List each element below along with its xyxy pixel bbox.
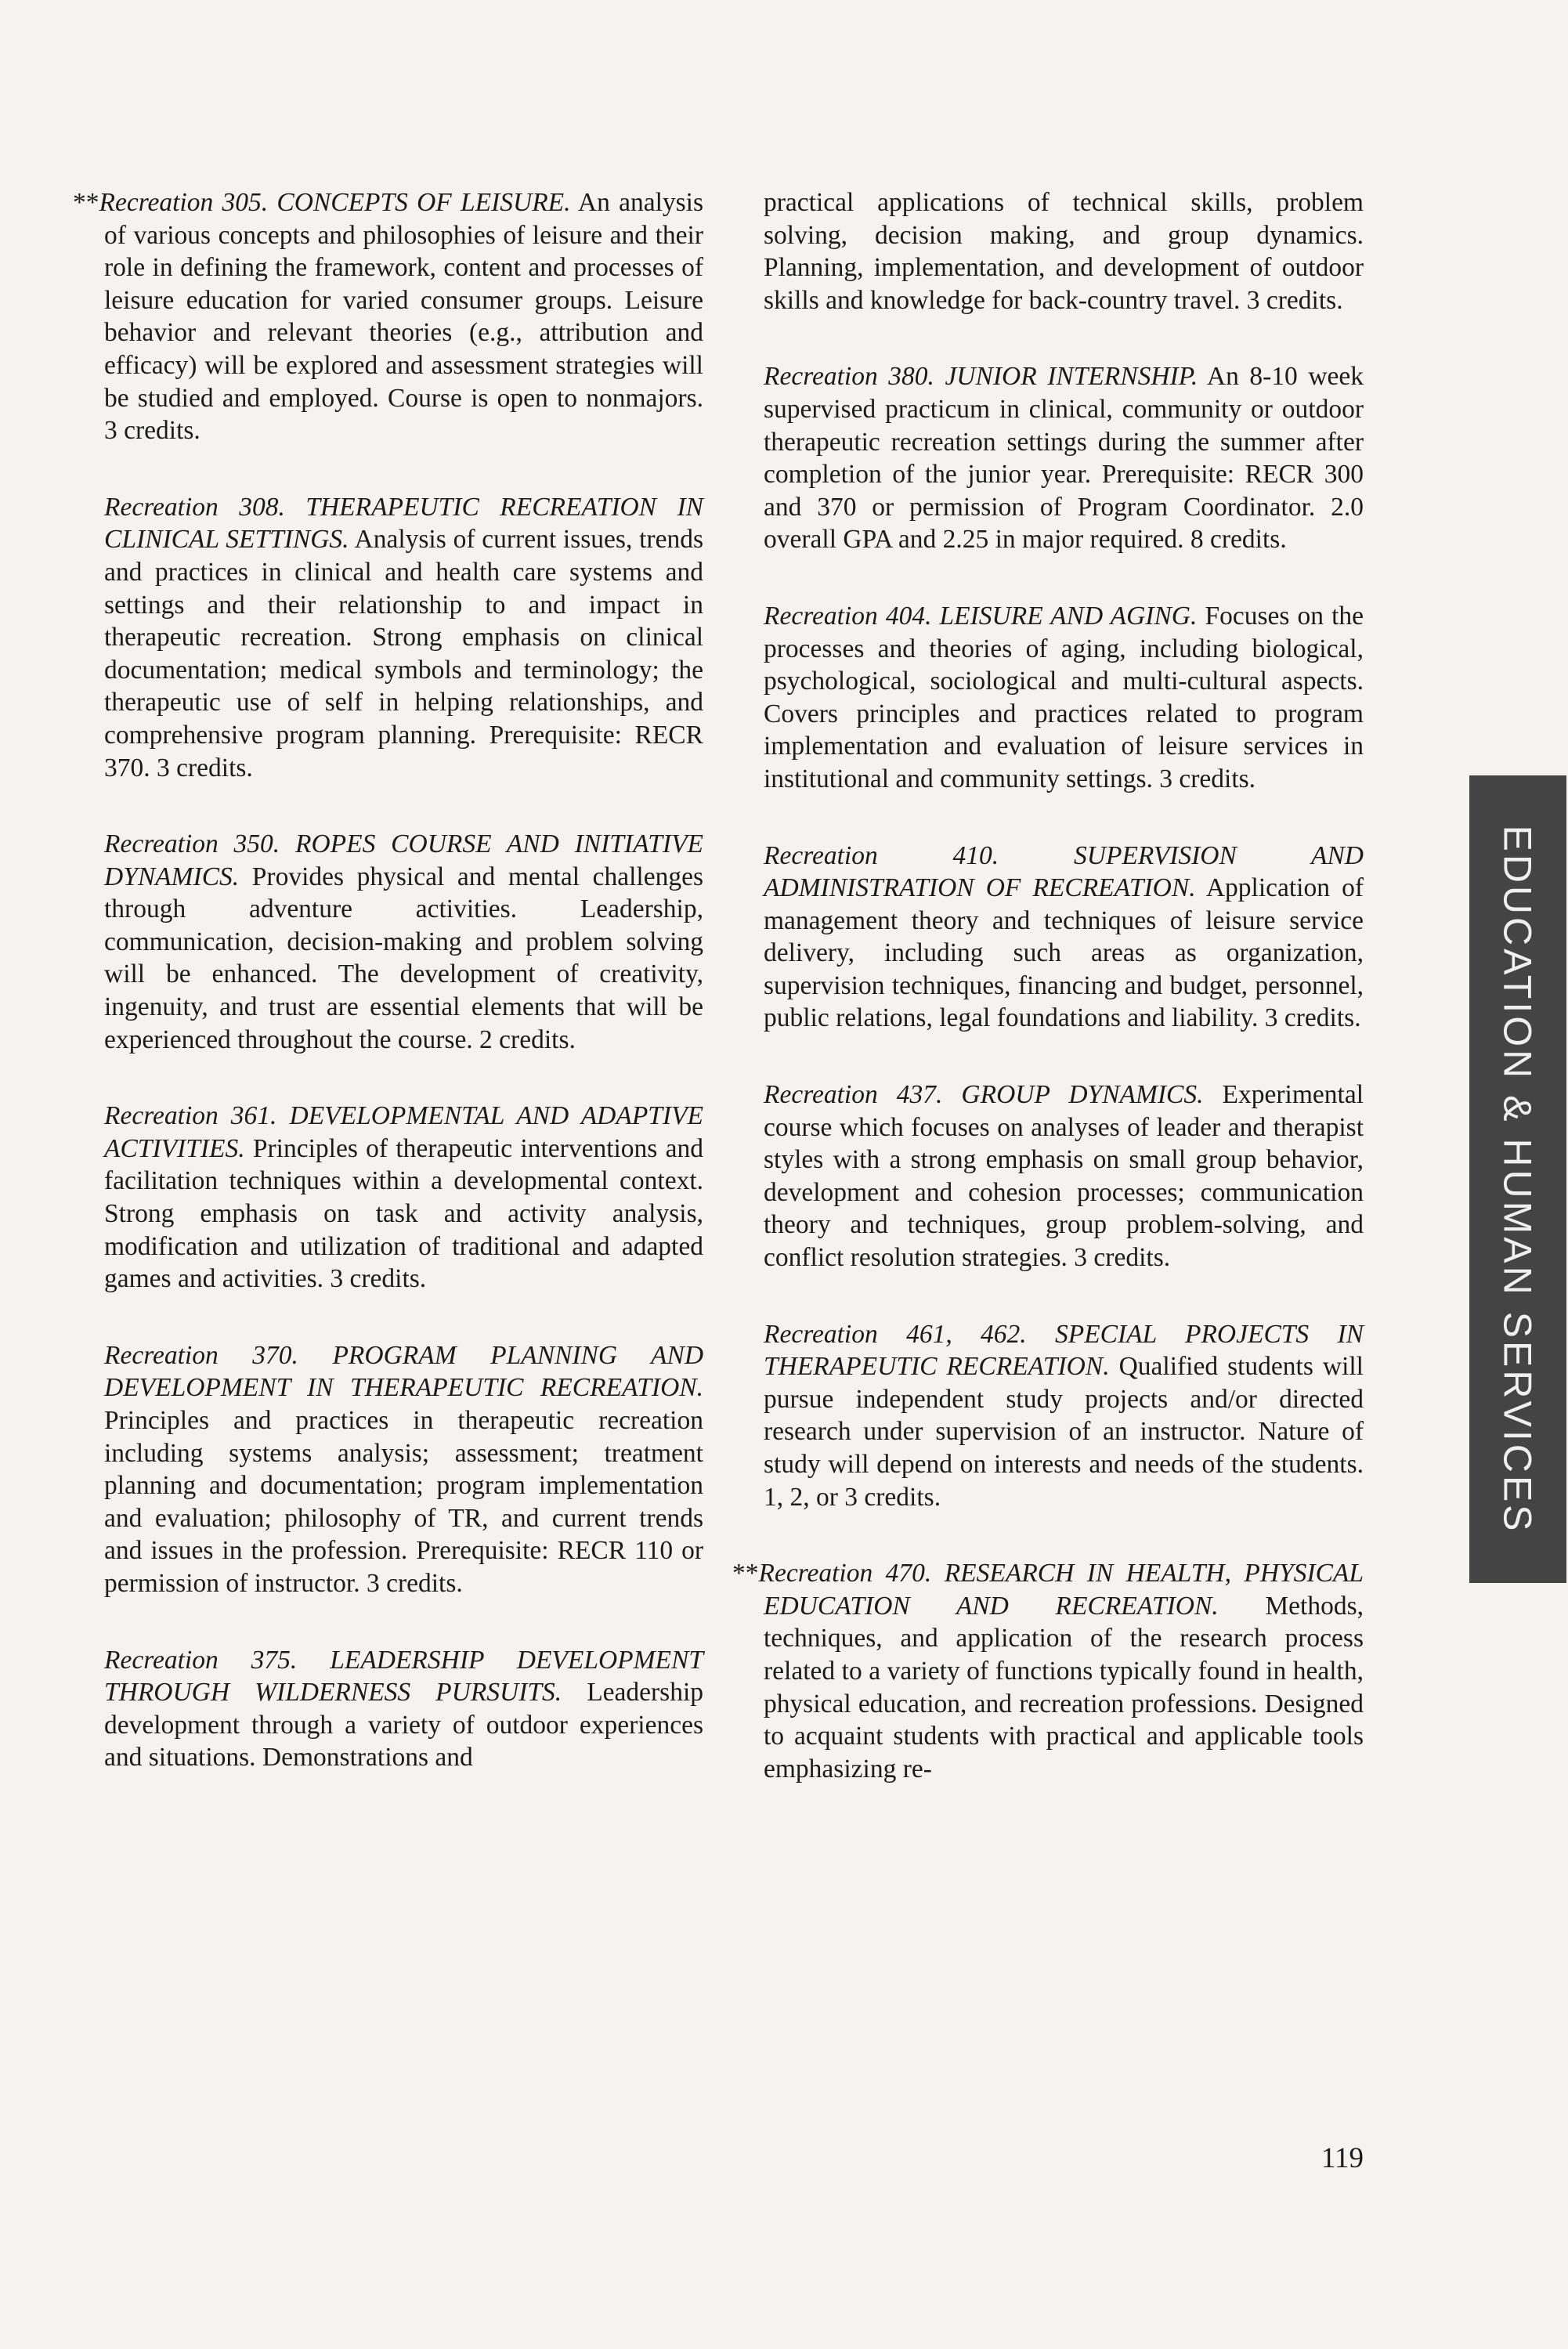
course-description: Analysis of current issues, trends and practices in clinical and health care systems and settings and their relationship to and impact in therapeutic recreation. Strong emphasis on clinical documentation; medical symbols and terminology; the therapeutic use of self in helping relationships, and comprehensive program planning. Prerequisite: RECR 370. 3 credits. — [104, 525, 703, 782]
course-entry-308 — [104, 491, 703, 784]
course-entry-437 — [764, 1079, 1364, 1274]
course-description: Application of management theory and techniques of leisure service delivery, including such areas as organization, supervision techniques, financing and budget, personnel, public relations, legal foundations and liability. 3 credits. — [764, 873, 1364, 1033]
course-description: Leadership development through a variety of outdoor experiences and situations. Demonstrations and — [104, 1678, 704, 1773]
course-number: Recreation 308. — [104, 492, 285, 522]
course-entry-350 — [104, 828, 703, 1056]
course-title: LEISURE AND AGING. — [939, 601, 1198, 631]
course-description: Qualified students will pursue independent study projects and/or directed research under supervision of an instructor. Nature of study will depend on interests and needs of the students. 1, 2, or 3 credits. — [764, 1352, 1364, 1512]
course-entry-361 — [104, 1100, 703, 1296]
course-description: Provides physical and mental challenges through adventure activities. Leadership, communication, decision-making and problem solving will be enhanced. The development of creativity, ingenuity, and trust are essential elements that will be experienced throughout the course. 2 credits. — [104, 862, 704, 1054]
course-entry-380 — [764, 360, 1364, 556]
course-number: Recreation 370. — [104, 1340, 298, 1370]
course-number: Recreation 410. — [764, 840, 999, 870]
page-number: 119 — [1321, 2142, 1364, 2174]
course-title: GROUP DYNAMICS. — [961, 1080, 1204, 1110]
course-title: CONCEPTS OF LEISURE. — [276, 188, 571, 217]
course-description: Principles and practices in therapeutic recreation including systems analysis; assessment; treatment planning and documentation; program implementation and evaluation; philosophy of TR, and current trends and issues in the profession. Prerequisite: RECR 110 or permission of instructor. 3 credits. — [104, 1406, 703, 1598]
course-number: Recreation 305. — [99, 188, 269, 217]
course-entry-375-continued: practical applications of technical skills, problem solving, decision making, and group dynamics. Planning, implementation, and development of outdoor skills and knowledge for back-country travel. 3 credits. — [764, 188, 1364, 315]
course-title: THERAPEUTIC RECREATION IN CLINICAL SETTINGS. — [104, 492, 703, 555]
course-title: RESEARCH IN HEALTH, PHYSICAL EDUCATION AND RECREATION. — [764, 1559, 1364, 1621]
course-title: DEVELOPMENTAL AND ADAPTIVE ACTIVITIES. — [104, 1101, 703, 1163]
course-title: SUPERVISION AND ADMINISTRATION OF RECREATION. — [764, 840, 1364, 903]
course-entry-375 — [104, 1644, 703, 1774]
course-title: SPECIAL PROJECTS IN THERAPEUTIC RECREATION. — [764, 1319, 1364, 1382]
course-entry-410 — [764, 840, 1364, 1035]
course-description: Experimental course which focuses on analyses of leader and therapist styles with a strong emphasis on small group behavior, development and cohesion processes; communication theory and techniques, group problem-solving, and conflict resolution strategies. 3 credits. — [764, 1080, 1364, 1273]
course-number: Recreation 361. — [104, 1101, 277, 1131]
course-number: Recreation 375. — [104, 1645, 298, 1675]
course-description: Principles of therapeutic interventions and facilitation techniques within a developmental context. Strong emphasis on task and activity analysis, modification and utilization of traditional and adapted games and activities. 3 credits. — [104, 1133, 703, 1294]
course-description: An analysis of various concepts and philosophies of leisure and their role in defining the framework, content and processes of leisure education for varied consumer groups. Leisure behavior and relevant theories (e.g., attribution and efficacy) will be explored and assessment strategies will be studied and employed. Course is open to nonmajors. 3 credits. — [104, 188, 704, 446]
course-description: Methods, techniques, and application of the research process related to a variety of functions typically found in health, physical education, and recreation professions. Designed to acquaint students with practical and applicable tools emphasizing re- — [764, 1591, 1364, 1783]
section-side-tab-label: EDUCATION & HUMAN SERVICES — [1496, 824, 1540, 1534]
required-marker: ** — [732, 1559, 759, 1588]
course-title: ROPES COURSE AND INITIATIVE DYNAMICS. — [104, 829, 703, 891]
left-column — [73, 186, 704, 1818]
course-entry-370 — [104, 1339, 703, 1600]
course-title: LEADERSHIP DEVELOPMENT THROUGH WILDERNESS PURSUITS. — [104, 1645, 703, 1708]
course-title: PROGRAM PLANNING AND DEVELOPMENT IN THERAPEUTIC RECREATION. — [104, 1340, 704, 1403]
course-entry-404 — [764, 600, 1364, 796]
course-description: Focuses on the processes and theories of aging, including biological, psychological, sociological and multi-cultural aspects. Covers principles and practices related to program implementation and evaluation of leisure services in institutional and community settings. 3 credits. — [764, 601, 1364, 793]
course-number: Recreation 470. — [758, 1559, 932, 1588]
section-side-tab — [1469, 775, 1566, 1583]
course-number: Recreation 380. — [764, 362, 934, 392]
course-entry-461-462 — [764, 1318, 1364, 1514]
course-entry-470 — [732, 1557, 1364, 1785]
course-number: Recreation 350. — [104, 829, 280, 859]
course-entry-305 — [73, 186, 704, 447]
course-description: An 8-10 week supervised practicum in clinical, community or outdoor therapeutic recreation settings during the summer after completion of the junior year. Prerequisite: RECR 300 and 370 or permission of Program Coordinator. 2.0 overall GPA and 2.25 in major required. 8 credits. — [764, 362, 1364, 555]
required-marker: ** — [73, 188, 99, 217]
course-number: Recreation 461, 462. — [764, 1319, 1027, 1349]
course-title: JUNIOR INTERNSHIP. — [945, 362, 1198, 392]
right-column — [732, 186, 1364, 1829]
course-number: Recreation 437. — [764, 1080, 943, 1110]
course-number: Recreation 404. — [764, 601, 932, 631]
